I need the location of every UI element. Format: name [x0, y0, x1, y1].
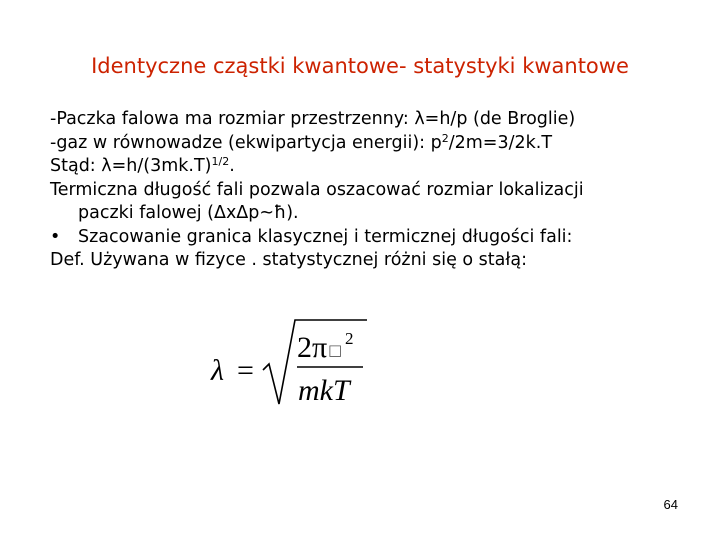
- line-wave-packet: -Paczka falowa ma rozmiar przestrzenny: λ=h/p (de Broglie): [50, 109, 576, 129]
- line-wave-packet-localization: paczki falowej (ΔxΔp~ħ).: [78, 203, 299, 223]
- line-hence-text-a: Stąd: λ=h/(3mk.T): [50, 156, 212, 176]
- thermal-wavelength-formula: [205, 312, 385, 412]
- bullet-text: Szacowanie granica klasycznej i termicznej długości fali:: [78, 226, 573, 247]
- line-hence-text-b: .: [229, 156, 235, 176]
- line-gas-text-b: /2m=3/2k.T: [448, 132, 553, 153]
- page-number: 64: [663, 497, 678, 512]
- slide-body: [50, 108, 700, 273]
- line-gas-equilibrium: [50, 132, 700, 156]
- slide-title: Identyczne cząstki kwantowe- statystyki kwantowe: [91, 54, 629, 78]
- line-definition: Def. Używana w fizyce . statystycznej różni się o stałą:: [50, 250, 527, 270]
- line-gas-superscript: 2: [441, 131, 449, 145]
- bullet-icon: •: [50, 226, 61, 247]
- line-hence-superscript: 1/2: [211, 155, 230, 168]
- bullet-item-estimation: [50, 226, 700, 250]
- formula-denominator: mkT: [298, 374, 350, 407]
- line-thermal-wavelength: Termiczna długość fali pozwala oszacować rozmiar lokalizacji: [50, 179, 584, 200]
- formula-numerator: 2π: [297, 331, 328, 364]
- line-hence: [50, 155, 700, 179]
- line-gas-text-a: -gaz w równowadze (ekwipartycja energii): p: [50, 132, 442, 153]
- formula-exponent: 2: [345, 329, 354, 348]
- formula-equals: =: [237, 354, 254, 387]
- formula-placeholder-box: □: [328, 341, 343, 359]
- formula-lambda: λ: [211, 354, 224, 387]
